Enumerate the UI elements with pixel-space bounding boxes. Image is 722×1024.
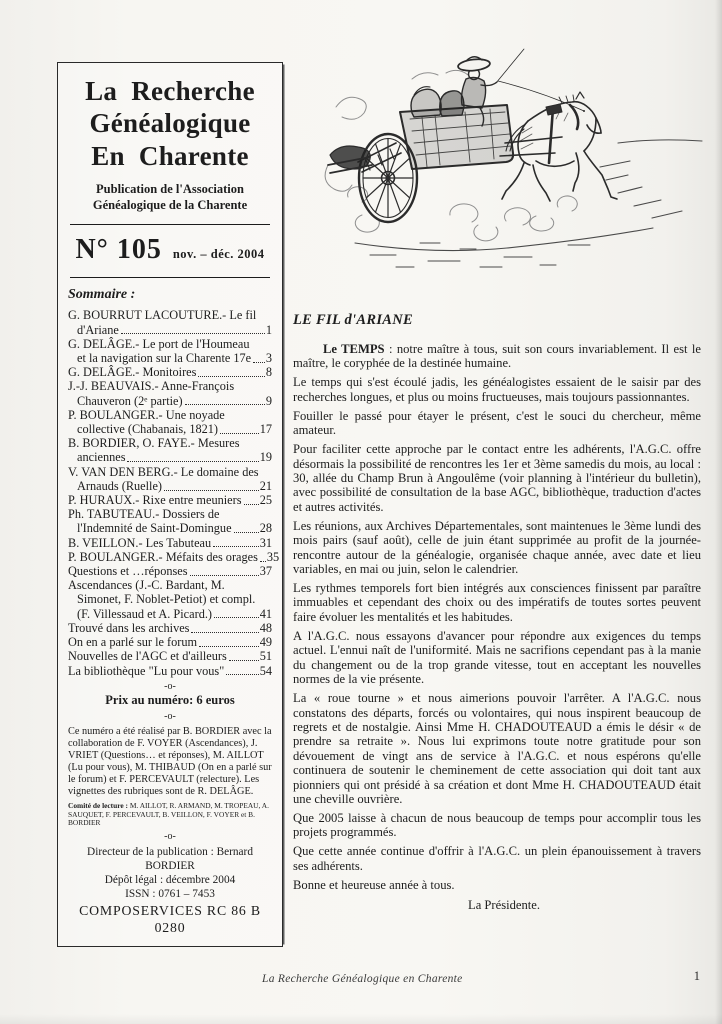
journal-subtitle-line: Publication de l'Association <box>96 182 244 197</box>
scan-bottom-shading <box>0 1014 722 1024</box>
toc-entry-text: l'Indemnité de Saint-Domingue <box>77 521 232 536</box>
toc-page-number: 3 <box>265 351 272 366</box>
toc-entry-text: P. HURAUX.- Rixe entre meuniers <box>68 493 242 508</box>
toc-line: J.-J. BEAUVAIS.- Anne-François <box>68 379 235 394</box>
toc-entry <box>68 564 272 578</box>
toc-page-number: 19 <box>259 450 272 465</box>
toc-entry-text: Chauveron (2ᵉ partie) <box>77 393 183 408</box>
toc-line <box>68 394 272 408</box>
toc-entry <box>68 308 272 336</box>
article-paragraph: Fouiller le passé pour étayer le présent, c'est le souci du chercheur, même amateur. <box>293 408 701 438</box>
toc-entry-text: Questions et …réponses <box>68 564 188 579</box>
toc-entry <box>68 507 272 535</box>
toc-page-number: 25 <box>259 493 272 508</box>
toc-line <box>68 493 272 507</box>
toc-entry-text: (F. Villessaud et A. Picard.) <box>77 606 213 621</box>
toc-entry <box>68 365 272 379</box>
journal-subtitle <box>68 182 272 213</box>
toc-line: V. VAN DEN BERG.- Le domaine des <box>68 464 259 479</box>
article-paragraph: Les réunions, aux Archives Départementales, sont maintenues le 3ème lundi des mois pairs (sauf août), celle de juin étant supprimée au profit de la journée-rencontre autour de la généalogie, organisée chaque année, avec date et lieu variables, en mai ou juin, selon le calendrier. <box>293 518 701 577</box>
toc-line <box>68 635 272 649</box>
toc-page-number: 35 <box>266 549 280 564</box>
dot-leader <box>198 376 264 377</box>
article-paragraph: A l'A.G.C. nous essayons d'avancer pour répondre aux exigences du temps actuel. L'ennui naît de l'uniformité. Mais ne sacrifions cependant pas à la manie du changement ou de la trop grande vitesse, tout en acceptant les nouvelles normes de la vie présente. <box>293 628 701 687</box>
toc-line <box>68 450 272 464</box>
dot-leader <box>220 433 259 434</box>
dot-leader <box>185 404 265 405</box>
dot-leader <box>229 660 259 661</box>
article-paragraph: Que 2005 laisse à chacun de nous beaucoup de temps pour accomplir tous les projets programmés. <box>293 810 701 840</box>
toc-entry <box>68 408 272 436</box>
dot-leader <box>260 561 266 562</box>
publication-line: Dépôt légal : décembre 2004 <box>104 874 236 887</box>
toc-entry <box>68 536 272 550</box>
toc-entry <box>68 436 272 464</box>
article-paragraphs <box>293 375 701 892</box>
toc-entry-text: La bibliothèque "Lu pour vous" <box>68 663 225 678</box>
article-title: LE FIL d'ARIANE <box>293 312 413 328</box>
credits-text: Ce numéro a été réalisé par B. BORDIER avec la collaboration de F. VOYER (Ascendances), J. VRIET (Questions… et réponses), M. AILLOT (Lu pour vous), M. THIBAUD (On en a parlé sur le forum) et F. PERCEVAULT (relecture). Les vignettes des rubriques sont de R. DELÂGE. <box>68 725 272 797</box>
toc-page-number: 48 <box>259 620 272 635</box>
toc-line <box>68 607 272 621</box>
toc-line <box>68 422 272 436</box>
toc-line: P. BOULANGER.- Une noyade <box>68 407 225 422</box>
toc-page-number: 49 <box>259 635 272 650</box>
dot-leader <box>213 546 259 547</box>
toc-entry <box>68 578 272 621</box>
dot-leader <box>253 362 265 363</box>
toc-entry-text: Nouvelles de l'AGC et d'ailleurs <box>68 649 227 664</box>
horse-cart-illustration <box>300 14 705 286</box>
article-paragraph: La « roue tourne » et nous aimerions pouvoir l'arrêter. A l'A.G.C. nous constatons des départs, forcés ou volontaires, qui nous inspirent beaucoup de regrets et de nostalgie. Ainsi Mme H. CHADOUTEAUD a émis le désir « de prendre sa retraite ». Nous lui exprimons toute notre gratitude pour son dévouement de vingt ans de service à l'A.G.C. et nous espérons qu'elle continuera de soutenir le cheminement de cette association qui doit tant aux pionniers qui ont présidé à sa création et dont Mme H. CHADOUTEAUD était une cheville ouvrière. <box>293 691 701 806</box>
toc-list <box>68 308 280 678</box>
toc-line: Simonet, F. Noblet-Petiot) et compl. <box>77 592 256 607</box>
toc-entry-text: anciennes <box>77 450 126 465</box>
dot-leader <box>226 674 258 675</box>
toc-entry-text: collective (Chabanais, 1821) <box>77 422 219 437</box>
toc-entry <box>68 635 272 649</box>
footer-journal-name: La Recherche Généalogique en Charente <box>262 973 463 985</box>
toc-line <box>68 564 272 578</box>
dot-leader <box>234 532 259 533</box>
toc-line <box>68 549 280 564</box>
article-body <box>293 342 701 913</box>
toc-page-number: 37 <box>259 564 272 579</box>
publication-line: ISSN : 0761 – 7453 <box>125 888 215 901</box>
scan-edge-shading <box>715 0 722 1024</box>
toc-line: Ph. TABUTEAU.- Dossiers de <box>68 507 220 522</box>
toc-line <box>68 365 272 379</box>
toc-entry-text: G. DELÂGE.- Monitoires <box>68 365 197 380</box>
dot-leader <box>199 646 259 647</box>
dot-leader <box>121 333 265 334</box>
toc-entry-text: d'Ariane <box>77 322 119 337</box>
toc-entry-text: Arnauds (Ruelle) <box>77 478 163 493</box>
publication-line: COMPOSERVICES RC 86 B 0280 <box>79 903 261 936</box>
toc-entry <box>68 649 272 663</box>
toc-entry <box>68 379 272 407</box>
toc-line <box>68 649 272 663</box>
sommaire-heading: Sommaire : <box>68 287 136 303</box>
article-paragraph: Le temps qui s'est écoulé jadis, les généalogistes essaient de le saisir par des recherches longues, et plus ou moins fructueuses, mais toujours passionnantes. <box>293 375 701 404</box>
toc-line <box>68 621 272 635</box>
footer-page-number: 1 <box>693 969 700 983</box>
signature: La Présidente. <box>468 898 541 913</box>
toc-page-number: 17 <box>259 422 272 437</box>
toc-page-number: 8 <box>265 365 272 380</box>
publication-line: Directeur de la publication : Bernard BORDIER <box>87 846 253 873</box>
toc-entry <box>68 621 272 635</box>
separator: -o- <box>164 831 176 843</box>
toc-page-number: 1 <box>265 322 272 337</box>
dot-leader <box>214 617 259 618</box>
toc-page-number: 28 <box>259 521 272 536</box>
toc-page-number: 41 <box>259 606 272 621</box>
toc-line: G. DELÂGE.- Le port de l'Houmeau <box>68 336 250 351</box>
toc-entry <box>68 465 272 493</box>
article-paragraph: Pour faciliter cette approche par le contact entre les adhérents, l'A.G.C. offre désormais la possibilité de rencontres les 1er et 3ème samedis du mois, au local : 30, allée du Champ Brun à Angoulême (voir planning à l'intérieur du bulletin), avec possibilité de consultation de la base AGC, bibliothèque, traduction d'actes et autres activités. <box>293 442 701 514</box>
toc-entry <box>68 337 272 365</box>
issue-date: nov. – déc. 2004 <box>172 247 265 262</box>
journal-title-line: Généalogique <box>89 108 251 139</box>
toc-page-number: 31 <box>259 535 272 550</box>
toc-entry-text: B. VEILLON.- Les Tabuteau <box>68 535 212 550</box>
toc-page-number: 21 <box>259 478 272 493</box>
separator: -o- <box>164 710 176 722</box>
toc-page-number: 9 <box>265 393 272 408</box>
issue-number: N° 105 <box>75 234 162 266</box>
whip <box>496 49 524 83</box>
article-paragraph: Bonne et heureuse année à tous. <box>293 877 455 892</box>
issue-row <box>68 234 272 266</box>
toc-entry <box>68 664 272 678</box>
reading-committee <box>68 802 272 828</box>
toc-line <box>68 479 272 493</box>
journal-title <box>68 75 272 172</box>
journal-subtitle-line: Généalogique de la Charente <box>92 197 248 212</box>
passengers <box>411 87 464 117</box>
masthead-sommaire-box <box>57 62 283 947</box>
dot-leader <box>244 504 259 505</box>
article-lead-paragraph <box>293 342 701 371</box>
dot-leader <box>164 490 259 491</box>
article <box>293 312 701 913</box>
divider <box>70 277 270 278</box>
price-line: Prix au numéro: 6 euros <box>105 692 235 707</box>
toc-line <box>68 323 272 337</box>
toc-line <box>68 664 272 678</box>
journal-title-line: En Charente <box>91 140 249 171</box>
lead-rest-text: : notre maître à tous, suit son cours invariablement. Il est le maître, le coryphée de la destinée humaine. <box>293 342 701 371</box>
reading-committee-label: Comité de lecture : <box>68 800 130 810</box>
toc-page-number: 51 <box>259 649 272 664</box>
toc-entry-text: Trouvé dans les archives <box>68 620 190 635</box>
toc-entry <box>68 549 280 564</box>
dot-leader <box>190 575 259 576</box>
publication-block <box>68 845 272 936</box>
separator: -o- <box>164 680 176 692</box>
dot-leader <box>191 632 258 633</box>
toc-line: G. BOURRUT LACOUTURE.- Le fil <box>68 308 257 323</box>
toc-page-number: 54 <box>259 663 272 678</box>
toc-entry <box>68 493 272 507</box>
toc-entry-text: P. BOULANGER.- Méfaits des orages <box>68 549 258 564</box>
toc-entry-text: et la navigation sur la Charente 17e <box>77 351 252 366</box>
journal-title-line: La Recherche <box>85 76 255 106</box>
lead-bold-text: Le TEMPS <box>323 342 385 356</box>
toc-line <box>68 521 272 535</box>
toc-entry-text: On en a parlé sur le forum <box>68 635 198 650</box>
toc-line <box>68 351 272 365</box>
toc-line <box>68 536 272 550</box>
toc-line: B. BORDIER, O. FAYE.- Mesures <box>68 436 240 451</box>
article-paragraph: Les rythmes temporels fort bien intégrés aux consciences finissent par paraître immuables et cependant des choix ou des impératifs de toutes sortes peuvent faire évoluer les mentalités et les habitudes. <box>293 581 701 624</box>
reading-committee-names: M. AILLOT, R. ARMAND, M. TROPEAU, A. SAUQUET, F. PERCEVAULT, B. VEILLON, F. VOYER et B. BORDIER <box>68 800 269 828</box>
horse <box>502 92 617 201</box>
divider <box>70 224 270 225</box>
toc-line: Ascendances (J.-C. Bardant, M. <box>68 578 225 593</box>
dot-leader <box>127 461 258 462</box>
article-paragraph: Que cette année continue d'offrir à l'A.G.C. un plein épanouissement à travers ses adhérents. <box>293 844 701 873</box>
